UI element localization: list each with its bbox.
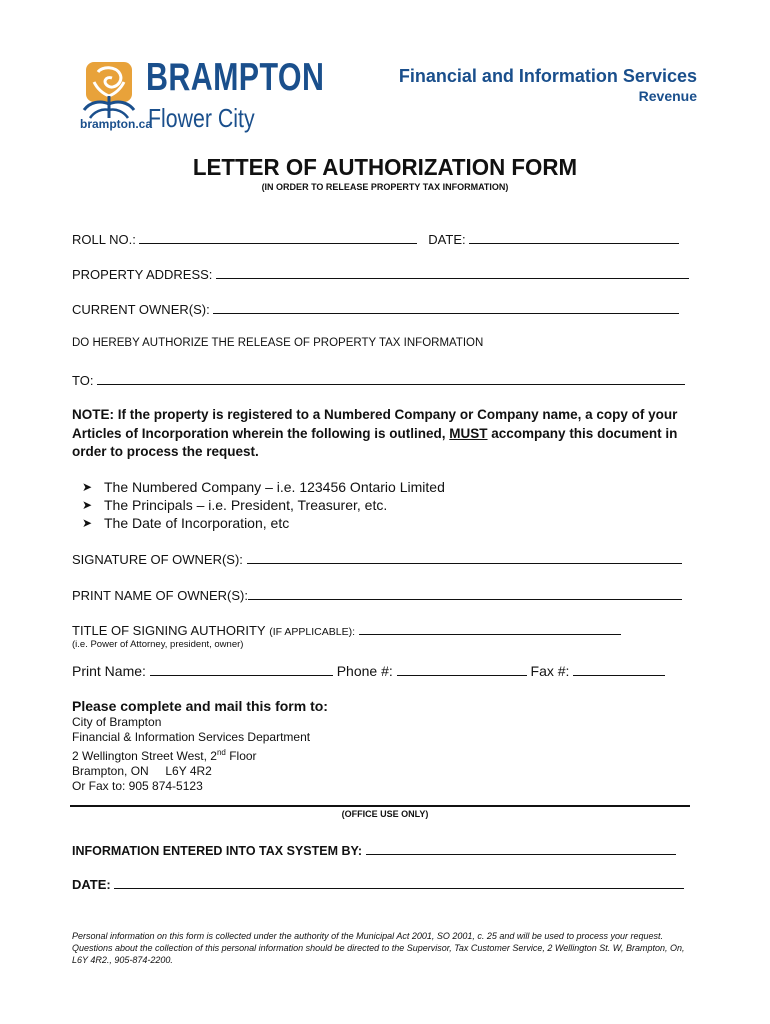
brand-url: brampton.ca [80,117,153,131]
print-name-owners-field[interactable] [248,587,682,600]
address-line: 2 Wellington Street West, 2nd Floor [72,748,257,763]
property-address-field[interactable] [216,266,689,279]
division-title: Revenue [638,88,697,104]
entered-by-field[interactable] [366,842,676,855]
title-authority-qualifier: (IF APPLICABLE): [269,626,355,638]
form-title: LETTER OF AUTHORIZATION FORM [192,154,578,180]
mail-heading: Please complete and mail this form to: [72,698,328,714]
entered-by-label: INFORMATION ENTERED INTO TAX SYSTEM BY: [72,844,363,858]
title-authority-label: TITLE OF SIGNING AUTHORITY [72,623,266,638]
title-authority-row [72,622,621,638]
phone-field[interactable] [397,663,527,676]
property-address-label: PROPERTY ADDRESS: [72,267,213,282]
signature-field[interactable] [247,551,682,564]
roll-no-label: ROLL NO.: [72,232,136,247]
form-subtitle: (IN ORDER TO RELEASE PROPERTY TAX INFORMATION) [261,182,509,192]
signature-row [72,551,682,567]
current-owners-row [72,301,679,317]
current-owners-label: CURRENT OWNER(S): [72,302,210,317]
office-date-label: DATE: [72,877,111,892]
brand-name: BRAMPTON [146,56,325,99]
title-authority-example: (i.e. Power of Attorney, president, owner) [72,639,244,650]
brampton-flower-logo-icon [80,60,138,122]
office-date-field[interactable] [114,876,684,889]
date-field[interactable] [469,231,679,244]
department-title: Financial and Information Services [398,66,697,86]
authorize-statement: DO HEREBY AUTHORIZE THE RELEASE OF PROPERTY TAX INFORMATION [72,337,484,349]
title-authority-field[interactable] [359,622,621,635]
print-name-owners-label: PRINT NAME OF OWNER(S): [72,588,248,603]
to-field[interactable] [97,372,685,385]
print-name-field[interactable] [150,663,333,676]
fax-line: Or Fax to: 905 874-5123 [72,779,203,793]
date-label: DATE: [428,232,466,247]
requirements-list [82,478,445,532]
address-line: Brampton, ON L6Y 4R2 [72,764,212,778]
arrow-bullet-icon: ➤ [82,498,93,512]
list-item: ➤ The Principals – i.e. President, Treasurer, etc. [82,497,388,513]
phone-label: Phone #: [336,663,393,679]
signature-label: SIGNATURE OF OWNER(S): [72,552,243,567]
note-emphasis: MUST [449,425,488,441]
note-text-2: accompany this document in order to process the request. [72,425,678,459]
list-item: ➤ The Numbered Company – i.e. 123456 Ontario Limited [82,479,445,495]
property-address-row [72,266,689,282]
privacy-notice: Personal information on this form is collected under the authority of the Municipal Act 2001, SO 2001, c. 25 and will be used to process your request. Questions about the collection of this personal information should be directed to the Supervisor, Tax Customer Service, 2 Wellington St. W, Brampton, On, L6Y 4R2., 905-874-2200. [72,931,685,965]
note-label: NOTE: [72,407,114,422]
office-use-label: (OFFICE USE ONLY) [341,809,429,819]
note-text-1: If the property is registered to a Numbered Company or Company name, a copy of your Articles of Incorporation wherein the following is outlined, [72,407,678,441]
entered-by-row [72,842,676,858]
mailing-address [72,715,310,794]
print-name-owners-row [72,587,682,603]
arrow-bullet-icon: ➤ [82,480,93,494]
divider [70,805,690,807]
brand-tagline: Flower City [148,103,255,133]
fax-field[interactable] [573,663,665,676]
print-name-label: Print Name: [72,663,146,679]
fax-label: Fax #: [530,663,570,679]
to-row [72,372,685,388]
note-paragraph [72,406,697,462]
roll-no-row [72,231,679,247]
address-line: City of Brampton [72,715,162,729]
contact-row [72,663,665,679]
list-item: ➤ The Date of Incorporation, etc [82,515,290,531]
office-date-row [72,876,684,892]
current-owners-field[interactable] [213,301,679,314]
arrow-bullet-icon: ➤ [82,516,93,530]
roll-no-field[interactable] [139,231,417,244]
address-line: Financial & Information Services Department [72,730,311,744]
to-label: TO: [72,373,94,388]
